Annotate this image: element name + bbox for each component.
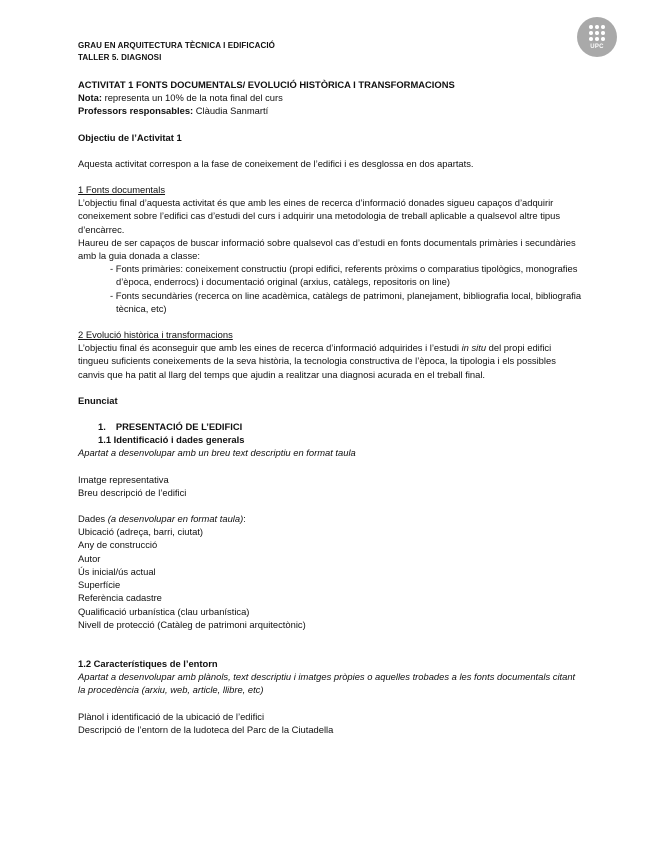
presentacio-title: PRESENTACIÓ DE L’EDIFICI [115, 421, 243, 433]
dades-label: Dades [78, 513, 108, 525]
list-item: Superfície [78, 579, 121, 591]
subsection-1-1-title: 1.1 Identificació i dades generals [98, 434, 245, 446]
list-item: Autor [78, 552, 101, 564]
list-item: Ubicació (adreça, barri, ciutat) [78, 526, 204, 538]
dades-colon: : [243, 513, 246, 525]
list-item: Nivell de protecció (Catàleg de patrimoni arquitectònic) [78, 618, 306, 630]
objectiu-title: Objectiu de l’Activitat 1 [78, 131, 182, 143]
subsection-1-2-note: Apartat a desenvolupar amb plànols, text descriptiu i imatges pròpies o aquelles trobades a les fonts documentals citant la procedència (arxiu, web, article, llibre, etc) [78, 671, 576, 696]
section1-paragraph-1: L’objectiu final d’aquesta activitat és que amb les eines de recerca d’informació donades sigueu capaços d’adquirir coneixement sobre l’edifici cas d’estudi del curs i adquirir una metodologia de treball aplicable a qualsevol altre tipus d’encàrrec. [78, 197, 561, 235]
professors-label: Professors responsables: [78, 105, 194, 117]
subsection-1-2-title: 1.2 Característiques de l’entorn [78, 657, 218, 669]
enunciat-title: Enunciat [78, 394, 118, 406]
professors-text: Clàudia Sanmartí [193, 105, 269, 117]
presentacio-number: 1. [98, 421, 106, 433]
list-item: Referència cadastre [78, 592, 162, 604]
section2-text-italic: in situ [461, 342, 487, 354]
section2-text-b: del propi edifici tingueu suficients coneixements de la seva història, la tecnologia constructiva de l’època, la tipologia i els possibles canvis que ha patit al llarg del temps que ajudin a realitzar una diagnosi acurada en el treball final. [78, 342, 556, 380]
nota-line [78, 91, 583, 104]
dades-note: (a desenvolupar en format taula) [107, 513, 244, 525]
list-item: Any de construcció [78, 539, 158, 551]
presentacio-heading [78, 420, 583, 433]
list-item: Descripció de l’entorn de la ludoteca del Parc de la Ciutadella [78, 723, 334, 735]
section2-text-a: L’objectiu final és aconseguir que amb les eines de recerca d’informació adquirides i l’estudi [78, 342, 462, 354]
intro-paragraph: Aquesta activitat correspon a la fase de coneixement de l’edifici i es desglossa en dos apartats. [78, 157, 474, 169]
activity-title: ACTIVITAT 1 FONTS DOCUMENTALS/ EVOLUCIÓ HISTÒRICA I TRANSFORMACIONS [78, 79, 455, 90]
dades-line [78, 512, 583, 525]
nota-text: representa un 10% de la nota final del curs [101, 92, 283, 104]
section1-paragraph-2: Haureu de ser capaços de buscar informació sobre qualsevol cas d’estudi en fonts documentals primàries i secundàries amb la guia donada a classe: [78, 236, 576, 262]
list-item: Breu descripció de l’edifici [78, 486, 187, 498]
section1-bullet-1: - Fonts primàries: coneixement constructiu (propi edifici, referents pròxims o comparatius tipològics, monografies d’època, enderrocs) i documentació original (arxius, catàlegs, repositoris on line) [110, 263, 578, 288]
header-line-1: GRAU EN ARQUITECTURA TÈCNICA I EDIFICACIÓ [78, 41, 275, 50]
list-item: Imatge representativa [78, 473, 169, 485]
upc-logo [577, 17, 617, 57]
section1-bullet-2: - Fonts secundàries (recerca on line acadèmica, catàlegs de patrimoni, planejament, bibliografia local, bibliografia tècnica, etc) [110, 289, 582, 314]
list-item: Qualificació urbanística (clau urbanística) [78, 605, 250, 617]
document-content [78, 40, 583, 736]
list-item: Ús inicial/ús actual [78, 565, 156, 577]
section1-title: 1 Fonts documentals [78, 184, 166, 196]
professors-line [78, 104, 583, 117]
logo-dots-icon [588, 24, 606, 42]
nota-label: Nota: [78, 92, 102, 104]
logo-text: UPC [590, 44, 604, 50]
section2-paragraph [78, 341, 583, 381]
list-item: Plànol i identificació de la ubicació de l’edifici [78, 710, 265, 722]
section2-title: 2 Evolució històrica i transformacions [78, 329, 233, 341]
header-line-2: TALLER 5. DIAGNOSI [78, 53, 162, 62]
subsection-1-1-note: Apartat a desenvolupar amb un breu text descriptiu en format taula [78, 447, 356, 459]
